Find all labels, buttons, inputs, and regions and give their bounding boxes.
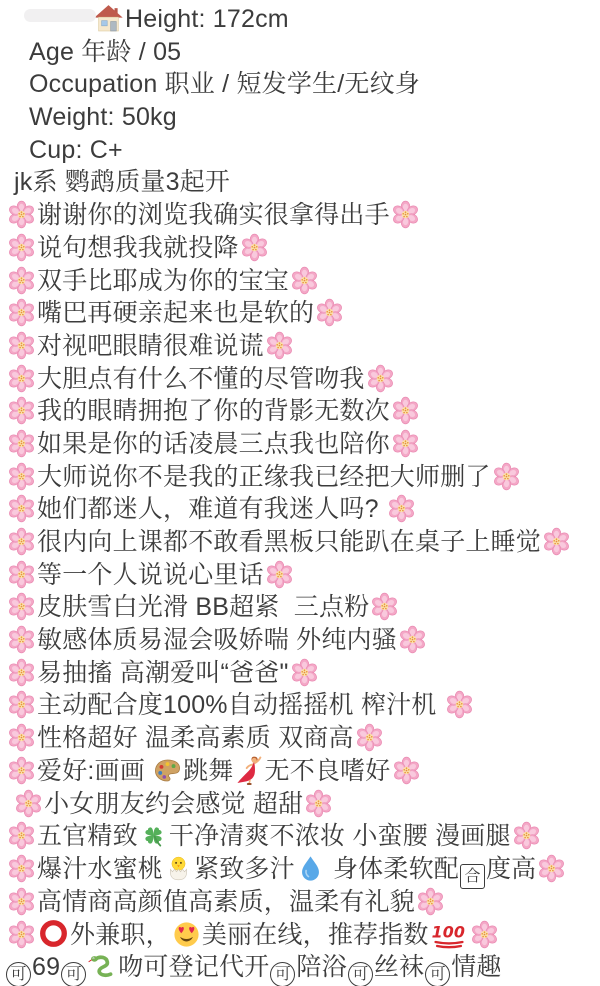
line-waiting-heart-talk [0, 559, 600, 592]
text-segment: 她们都迷人，难道有我迷人吗? [37, 495, 386, 524]
text-segment: 美丽在线，推荐指数 [201, 921, 429, 950]
line-personality [0, 722, 600, 755]
cherry-blossom-icon [445, 690, 474, 719]
line-eye-contact [0, 330, 600, 363]
text-segment: 双手比耶成为你的宝宝 [37, 266, 290, 295]
text-segment: 69 [32, 952, 61, 981]
text-segment: 丝袜 [373, 952, 425, 981]
text-segment: 身体柔软配 [325, 854, 459, 883]
circled-ke-icon: 可 [270, 962, 295, 986]
cherry-blossom-icon [7, 429, 36, 458]
palette-icon [153, 756, 182, 785]
text-segment: Age 年龄 / 05 [29, 37, 182, 66]
cherry-blossom-icon [14, 789, 43, 818]
cherry-blossom-icon [7, 527, 36, 556]
text-segment: 跳舞 [183, 756, 234, 785]
line-services [0, 951, 600, 984]
line-shy-in-class [0, 526, 600, 559]
cherry-blossom-icon [355, 723, 384, 752]
line-peace-sign-baby [0, 265, 600, 298]
line-master-deleted [0, 461, 600, 494]
line-three-am-company [0, 428, 600, 461]
cherry-blossom-icon [7, 233, 36, 262]
text-segment: 小女朋友约会感觉 超甜 [44, 789, 304, 818]
line-cooperation [0, 689, 600, 722]
text-segment: 主动配合度100%自动摇摇机 榨汁机 [37, 691, 444, 720]
heart-eyes-icon [172, 920, 201, 949]
cherry-blossom-icon [7, 887, 36, 916]
squared-he-icon: 合 [460, 864, 485, 889]
cherry-blossom-icon [7, 331, 36, 360]
text-segment: jk系 鹦鹉质量3起开 [14, 168, 231, 197]
cherry-blossom-icon [370, 592, 399, 621]
text-segment: 对视吧眼睛很难说谎 [37, 331, 264, 360]
text-segment: 高情商高颜值高素质，温柔有礼貌 [37, 887, 416, 916]
line-browse-thanks [0, 199, 600, 232]
text-segment: 干净清爽不浓妆 小蛮腰 漫画腿 [168, 822, 511, 851]
line-eyes-hug-back [0, 395, 600, 428]
snake-icon [88, 952, 117, 981]
line-sensitive [0, 624, 600, 657]
line-jk-intro [0, 166, 600, 199]
cherry-blossom-icon [7, 854, 36, 883]
cherry-blossom-icon [7, 200, 36, 229]
text-segment: 性格超好 温柔高素质 双商高 [37, 724, 354, 753]
dancer-icon [235, 756, 264, 785]
cherry-blossom-icon [7, 658, 36, 687]
line-girlfriend-date [0, 788, 600, 821]
clover-icon [139, 821, 168, 850]
line-cup [0, 134, 600, 167]
red-circle-icon [38, 918, 69, 949]
text-segment: 陪浴 [296, 952, 347, 981]
text-segment: 大师说你不是我的正缘我已经把大师删了 [37, 462, 491, 491]
text-segment: 很内向上课都不敢看黑板只能趴在桌子上睡觉 [37, 528, 542, 556]
text-segment: Cup: C+ [29, 135, 123, 164]
line-side-job [0, 918, 600, 951]
line-age [0, 36, 600, 69]
cherry-blossom-icon [7, 298, 36, 327]
line-climax-call [0, 657, 600, 690]
line-occupation [0, 68, 600, 101]
circled-ke-icon: 可 [425, 962, 450, 986]
text-segment: 爆汁水蜜桃 [37, 854, 164, 883]
line-surrender [0, 232, 600, 265]
cherry-blossom-icon [265, 331, 294, 360]
text-segment: 无不良嗜好 [264, 756, 391, 785]
cherry-blossom-icon [542, 527, 571, 556]
circled-ke-icon: 可 [348, 962, 373, 986]
text-segment [6, 790, 13, 818]
hatching-chick-icon [164, 854, 193, 883]
cherry-blossom-icon [492, 462, 521, 491]
cherry-blossom-icon [240, 233, 269, 262]
text-segment: 大胆点有什么不懂的尽管吻我 [37, 364, 365, 393]
cherry-blossom-icon [391, 200, 420, 229]
cherry-blossom-icon [7, 756, 36, 785]
text-segment: 皮肤雪白光滑 BB超紧 三点粉 [37, 593, 370, 622]
cherry-blossom-icon [7, 625, 36, 654]
cherry-blossom-icon [470, 920, 499, 949]
cherry-blossom-icon [7, 266, 36, 295]
cherry-blossom-icon [7, 920, 36, 949]
house-icon [93, 3, 124, 34]
circled-ke-icon: 可 [61, 962, 86, 986]
line-charming-question [0, 493, 600, 526]
cherry-blossom-icon [290, 266, 319, 295]
text-segment: 度高 [485, 854, 537, 883]
cherry-blossom-icon [366, 364, 395, 393]
cherry-blossom-icon [265, 560, 294, 589]
text-segment: Height: 172cm [125, 5, 289, 33]
cherry-blossom-icon [7, 560, 36, 589]
cropped-artifact [24, 9, 96, 22]
cherry-blossom-icon [537, 854, 566, 883]
text-segment: 敏感体质易湿会吸娇喘 外纯内骚 [37, 626, 397, 655]
cherry-blossom-icon [391, 429, 420, 458]
cherry-blossom-icon [416, 887, 445, 916]
cherry-blossom-icon [290, 658, 319, 687]
droplet-icon [296, 854, 325, 883]
cherry-blossom-icon [7, 364, 36, 393]
text-segment: 我的眼睛拥抱了你的背影无数次 [37, 397, 390, 426]
cherry-blossom-icon [7, 462, 36, 491]
cherry-blossom-icon [7, 690, 36, 719]
cherry-blossom-icon [7, 494, 36, 523]
text-segment: 爱好:画画 [37, 756, 153, 785]
line-features [0, 820, 600, 853]
cherry-blossom-icon [392, 756, 421, 785]
cherry-blossom-icon [398, 625, 427, 654]
cherry-blossom-icon [387, 494, 416, 523]
cherry-blossom-icon [391, 396, 420, 425]
cherry-blossom-icon [7, 396, 36, 425]
line-be-bold-kiss [0, 363, 600, 396]
text-segment: 等一个人说说心里话 [37, 560, 264, 589]
text-segment: 吻可登记代开 [118, 952, 270, 981]
cherry-blossom-icon [7, 821, 36, 850]
text-segment: 情趣 [451, 952, 502, 981]
text-segment: 谢谢你的浏览我确实很拿得出手 [37, 201, 390, 230]
text-segment: 嘴巴再硬亲起来也是软的 [37, 299, 315, 328]
cherry-blossom-icon [315, 298, 344, 327]
line-peach [0, 853, 600, 886]
cherry-blossom-icon [7, 723, 36, 752]
text-lines [0, 3, 600, 984]
line-hobbies [0, 755, 600, 788]
line-eq-looks [0, 886, 600, 919]
hundred-points-icon [430, 920, 468, 949]
line-soft-lips [0, 297, 600, 330]
text-segment: 紧致多汁 [194, 854, 295, 883]
line-skin [0, 591, 600, 624]
text-segment: 说句想我我就投降 [37, 233, 239, 262]
cherry-blossom-icon [304, 789, 333, 818]
line-weight [0, 101, 600, 134]
circled-ke-icon: 可 [6, 962, 31, 986]
text-segment: 易抽搐 高潮爱叫“爸爸" [37, 658, 289, 687]
text-segment: Weight: 50kg [29, 103, 177, 132]
text-segment: 如果是你的话凌晨三点我也陪你 [37, 429, 390, 458]
text-segment: Occupation 职业 / 短发学生/无纹身 [29, 70, 420, 99]
cherry-blossom-icon [7, 592, 36, 621]
text-segment: 外兼职， [70, 921, 171, 950]
cherry-blossom-icon [512, 821, 541, 850]
text-segment: 五官精致 [37, 822, 138, 851]
